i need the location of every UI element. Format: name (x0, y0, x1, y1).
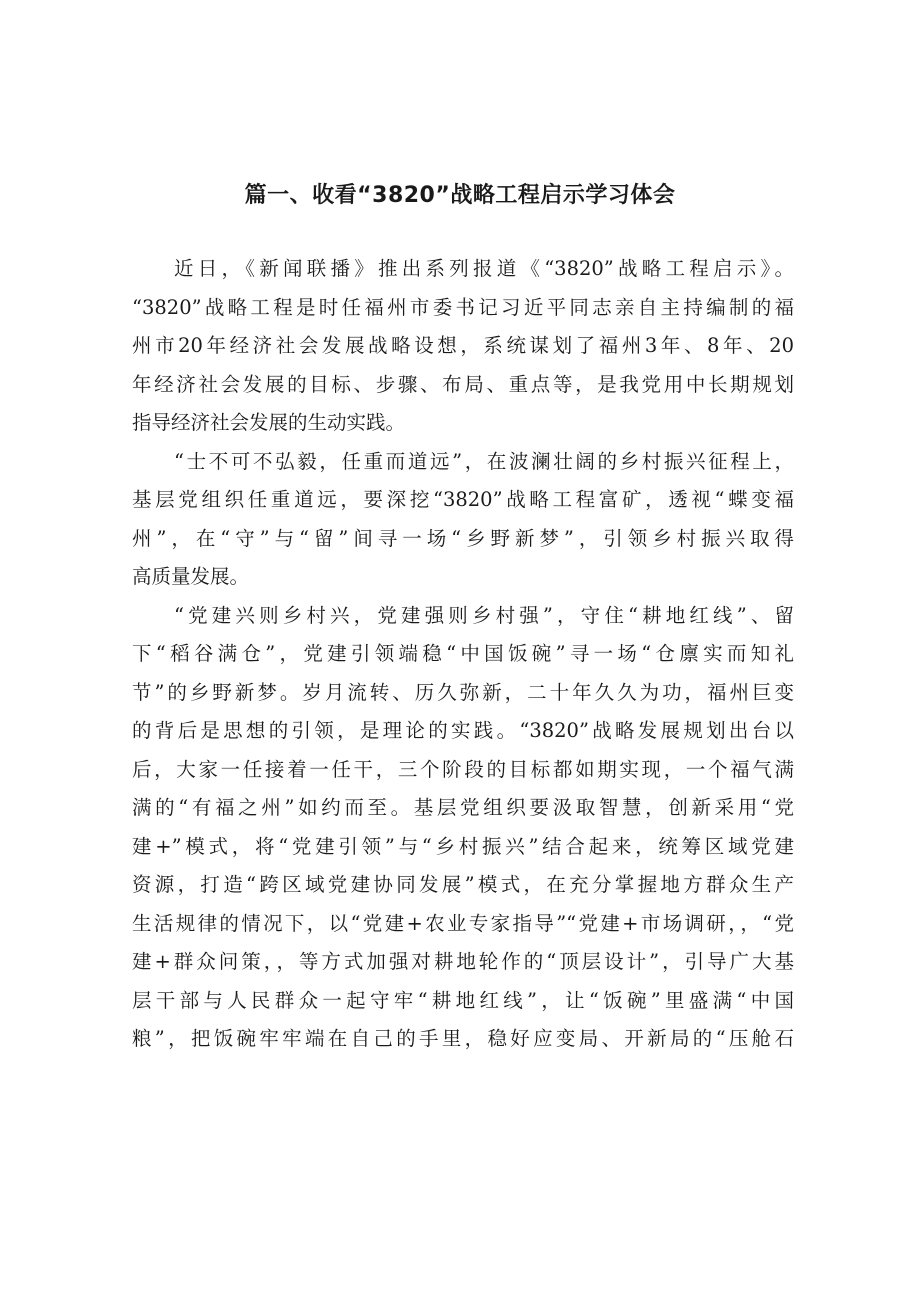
paragraph-1 (132, 250, 794, 443)
paragraph-line: 粮”，把饭碗牢牢端在自己的手里，稳好应变局、开新局的“压舱石 (132, 1027, 794, 1050)
paragraph-line: 下“稻谷满仓”，党建引领端稳“中国饭碗”寻一场“仓廪实而知礼 (132, 642, 794, 665)
paragraph-line: 建+群众问策，，等方式加强对耕地轮作的“顶层设计”，引导广大基 (132, 950, 794, 973)
paragraph-line: 州”，在“守”与“留”间寻一场“乡野新梦”，引领乡村振兴取得 (132, 526, 794, 550)
paragraph-line: 高质量发展。 (132, 565, 250, 588)
paragraph-line: 生活规律的情况下，以“党建+农业专家指导”“党建+市场调研，，“党 (132, 911, 794, 935)
paragraph-line: 建+”模式，将“党建引领”与“乡村振兴”结合起来，统筹区域党建 (132, 834, 794, 858)
paragraph-line: 层干部与人民群众一起守牢“耕地红线”，让“饭碗”里盛满“中国 (132, 988, 794, 1012)
paragraph-line: 节”的乡野新梦。岁月流转、历久弥新，二十年久久为功，福州巨变 (132, 680, 794, 704)
paragraph-line: “士不可不弘毅，任重而道远”，在波澜壮阔的乡村振兴征程上， (174, 449, 794, 473)
document-body (132, 250, 794, 1059)
paragraph-3 (132, 597, 794, 1059)
paragraph-line: 近日，《新闻联播》推出系列报道《“3820”战略工程启示》。 (174, 257, 794, 280)
paragraph-line: 的背后是思想的引领，是理论的实践。“3820”战略发展规划出台以 (132, 719, 794, 742)
paragraph-2 (132, 443, 794, 597)
paragraph-line: 资源，打造“跨区域党建协同发展”模式，在充分掌握地方群众生产 (132, 873, 794, 896)
paragraph-line: 满的“有福之州”如约而至。基层党组织要汲取智慧，创新采用“党 (132, 796, 794, 819)
paragraph-line: 后，大家一任接着一任干，三个阶段的目标都如期实现，一个福气满 (132, 757, 794, 781)
paragraph-line: 年经济社会发展的目标、步骤、布局、重点等，是我党用中长期规划 (132, 372, 794, 396)
paragraph-line: 基层党组织任重道远，要深挖“3820”战略工程富矿，透视“蝶变福 (132, 488, 794, 511)
paragraph-line: 指导经济社会发展的生动实践。 (132, 411, 406, 434)
paragraph-line: “党建兴则乡村兴，党建强则乡村强”，守住“耕地红线”、留 (174, 603, 794, 627)
paragraph-line: 州市20年经济社会发展战略设想，系统谋划了福州3年、8年、20 (132, 334, 794, 357)
paragraph-line: “3820”战略工程是时任福州市委书记习近平同志亲自主持编制的福 (132, 295, 794, 319)
document-title: 篇一、收看“3820”战略工程启示学习体会 (244, 183, 676, 208)
